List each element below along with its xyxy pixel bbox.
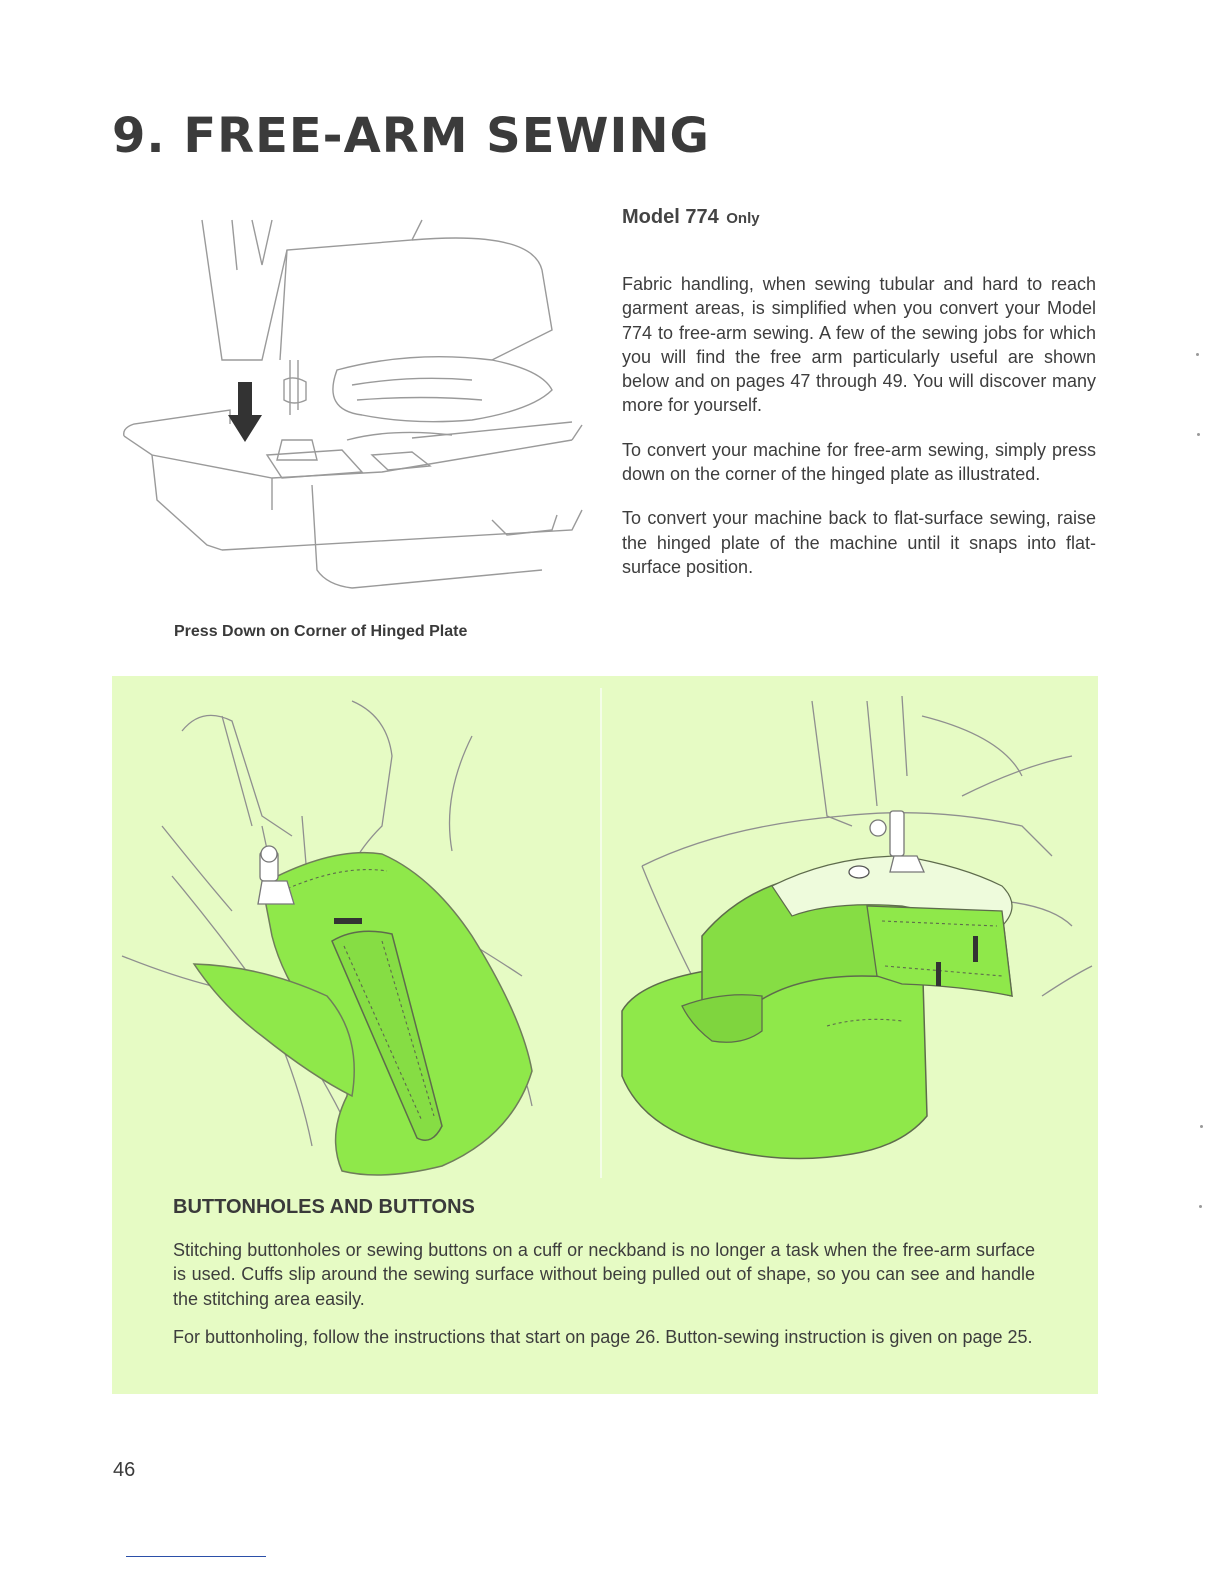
button-neckband-illustration	[602, 676, 1098, 1181]
model-heading	[622, 206, 760, 229]
intro-paragraph: To convert your machine back to flat-surface sewing, raise the hinged plate of the machine until it snaps into flat-surface position.	[622, 508, 1096, 577]
scan-speck	[1200, 1125, 1203, 1128]
scan-speck	[1199, 1205, 1202, 1208]
model-label: Model 774	[622, 206, 719, 228]
figure-caption: Press Down on Corner of Hinged Plate	[174, 623, 468, 640]
section-heading: BUTTONHOLES AND BUTTONS	[173, 1196, 475, 1218]
model-qualifier: Only	[726, 210, 760, 227]
section-paragraph: Stitching buttonholes or sewing buttons on a cuff or neckband is no longer a task when the free-arm surface is used. Cuffs slip around the sewing surface without being pulled out of shape, so you can see and handle the stitching area easily.	[173, 1240, 1035, 1309]
buttonhole-cuff-illustration	[112, 676, 602, 1181]
bottom-rule	[126, 1556, 266, 1557]
intro-paragraph: Fabric handling, when sewing tubular and hard to reach garment areas, is simplified when you convert your Model 774 to free-arm sewing. A few of the sewing jobs for which you will find the free arm particularly useful are shown below and on pages 47 through 49. You will discover many more for yourself.	[622, 274, 1096, 416]
scan-speck	[1196, 353, 1199, 356]
scan-speck	[1197, 433, 1200, 436]
intro-text	[622, 272, 1096, 599]
page-number: 46	[113, 1459, 136, 1481]
section-body	[173, 1238, 1035, 1363]
page-title: 9. FREE-ARM SEWING	[112, 108, 710, 164]
hinged-plate-illustration	[112, 210, 592, 610]
section-paragraph: For buttonholing, follow the instructions that start on page 26. Button-sewing instruction is given on page 25.	[173, 1326, 1033, 1347]
intro-paragraph: To convert your machine for free-arm sewing, simply press down on the corner of the hinged plate as illustrated.	[622, 439, 1096, 485]
buttonholes-panel	[112, 676, 1098, 1394]
